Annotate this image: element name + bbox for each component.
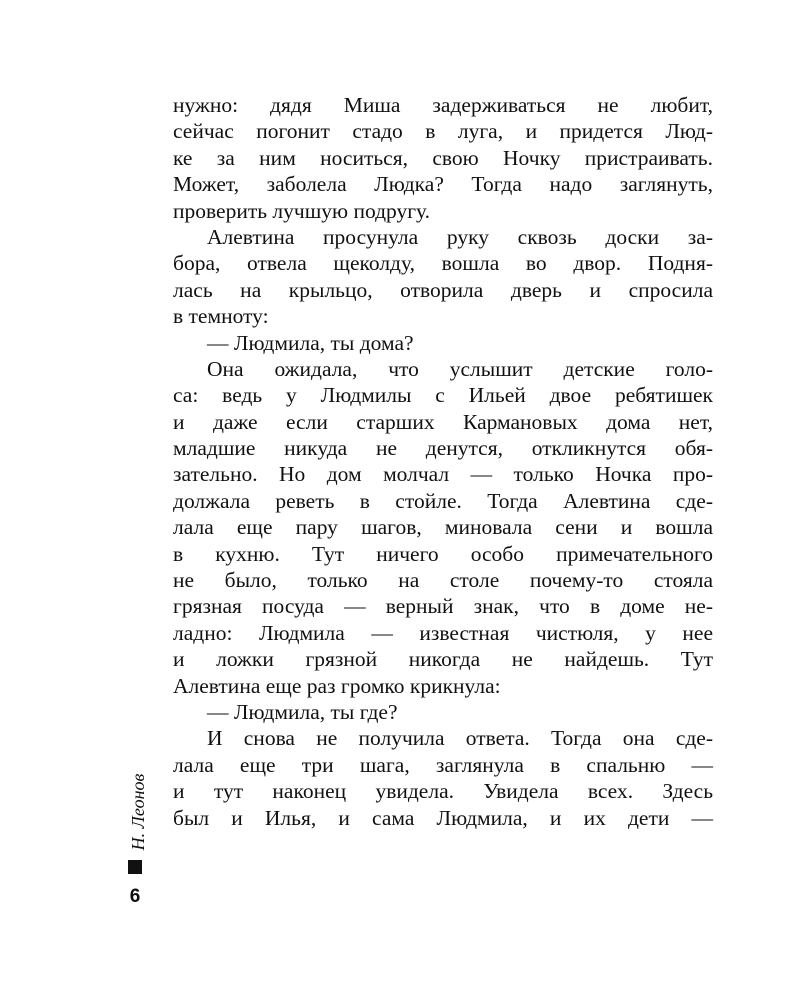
body-text: [173, 92, 713, 831]
text-line: в кухню. Тут ничего особо примечательного: [173, 541, 713, 566]
text-line: Может, заболела Людка? Тогда надо заглянуть,: [173, 172, 713, 197]
dialogue-line: — Людмила, ты дома?: [207, 330, 414, 355]
text-line: был и Илья, и сама Людмила, и их дети —: [173, 805, 713, 830]
text-line: Она ожидала, что услышит детские голо-: [207, 356, 713, 381]
page-number: 6: [129, 886, 141, 907]
dialogue-line: — Людмила, ты где?: [207, 699, 398, 724]
text-line: ладно: Людмила — известная чистюля, у нее: [173, 620, 713, 645]
text-line: лась на крыльцо, отворила дверь и спросила: [173, 277, 713, 302]
text-line: Алевтина еще раз громко крикнула:: [173, 673, 501, 698]
text-line: И снова не получила ответа. Тогда она сде-: [207, 726, 713, 751]
running-head: [126, 772, 150, 852]
text-line: са: ведь у Людмилы с Ильей двое ребятишек: [173, 383, 713, 408]
text-line: нужно: дядя Миша задерживаться не любит,: [173, 93, 713, 117]
text-line: и ложки грязной никогда не найдешь. Тут: [173, 647, 713, 672]
text-line: проверить лучшую подругу.: [173, 198, 431, 223]
text-line: должала реветь в стойле. Тогда Алевтина сде-: [173, 488, 713, 513]
author-name: Н. Леонов: [128, 773, 148, 851]
text-line: сейчас погонит стадо в луга, и придется Люд-: [173, 119, 713, 144]
text-line: младшие никуда не денутся, откликнутся обя-: [173, 436, 713, 461]
text-line: Алевтина просунула руку сквозь доски за-: [207, 224, 713, 249]
text-line: бора, отвела щеколду, вошла во двор. Подня-: [173, 251, 713, 276]
text-line: зательно. Но дом молчал — только Ночка про-: [173, 462, 713, 487]
square-marker-icon: [128, 860, 142, 874]
text-line: грязная посуда — верный знак, что в доме не-: [173, 594, 713, 619]
text-line: в темноту:: [173, 304, 269, 329]
text-line: ке за ним носиться, свою Ночку пристраивать.: [173, 145, 713, 170]
text-line: и тут наконец увидела. Увидела всех. Здесь: [173, 779, 713, 804]
text-line: лала еще пару шагов, миновала сени и вошла: [173, 515, 713, 540]
text-line: лала еще три шага, заглянула в спальню —: [173, 752, 713, 777]
text-line: не было, только на столе почему-то стояла: [173, 568, 713, 593]
text-line: и даже если старших Кармановых дома нет,: [173, 409, 713, 434]
